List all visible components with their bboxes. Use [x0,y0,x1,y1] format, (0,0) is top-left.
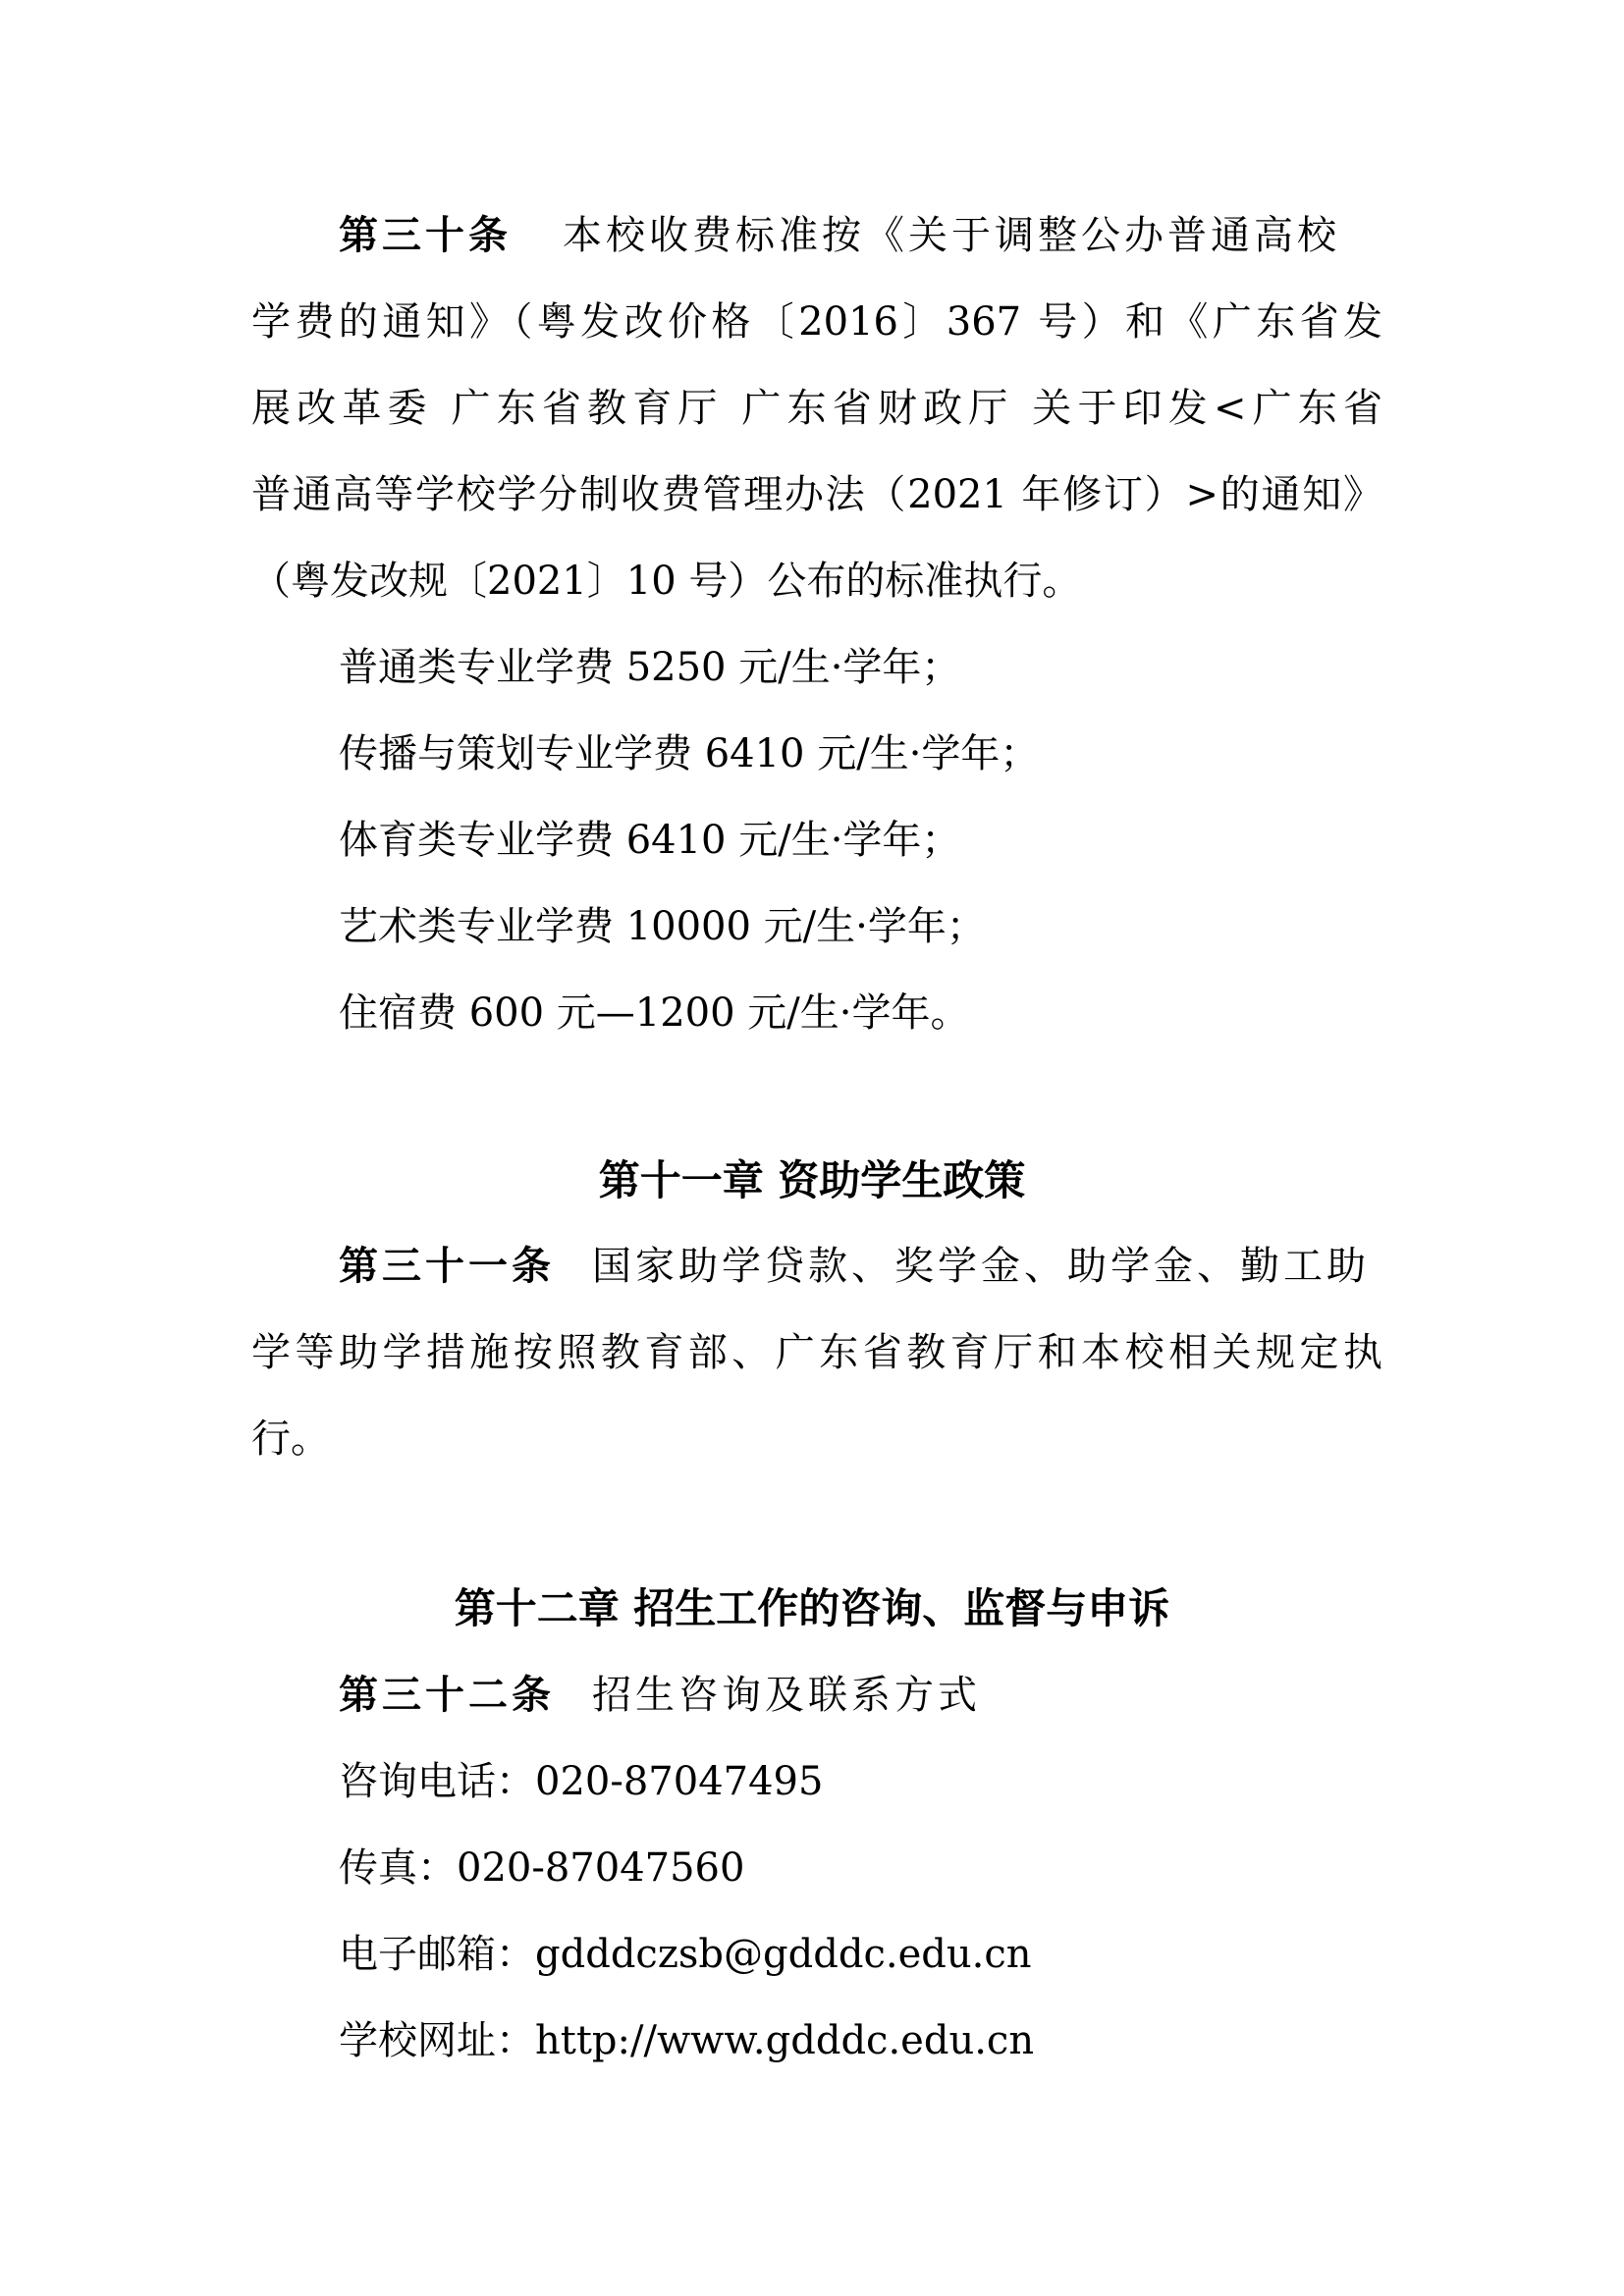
chapter-11-title: 第十一章 资助学生政策 [598,1156,1026,1204]
chapter-12-title: 第十二章 招生工作的咨询、监督与申诉 [454,1584,1170,1632]
article-30-first-line [339,212,1382,259]
article-32-heading [339,1672,981,1719]
article-30-text-line-2: 学费的通知》（粤发改价格〔2016〕367 号）和《广东省发 [251,299,1382,345]
article-30-text-line-3: 展改革委 广东省教育厅 广东省财政厅 关于印发<广东省 [251,386,1382,431]
contact-phone: 咨询电话：020-87047495 [339,1759,824,1804]
article-31-text-line-1: 国家助学贷款、奖学金、助学金、勤工助 [592,1244,1370,1289]
fee-general: 普通类专业学费 5250 元/生·学年； [339,645,961,690]
article-32-label: 第三十二条 [339,1672,555,1718]
fee-communication: 传播与策划专业学费 6410 元/生·学年； [339,731,1040,776]
article-31-text-line-3: 行。 [251,1416,330,1462]
article-31-first-line [339,1243,1382,1290]
article-30-label: 第三十条 [339,212,512,258]
contact-website: 学校网址：http://www.gdddc.edu.cn [339,2018,1035,2063]
contact-email: 电子邮箱：gdddczsb@gdddc.edu.cn [339,1932,1032,1977]
article-32-heading-text: 招生咨询及联系方式 [592,1673,981,1718]
contact-fax: 传真：020-87047560 [339,1845,745,1891]
fee-sports: 体育类专业学费 6410 元/生·学年； [339,818,961,863]
article-30-text-line-4: 普通高等学校学分制收费管理办法（2021 年修订）>的通知》 [251,472,1382,517]
article-30-text-line-1: 本校收费标准按《关于调整公办普通高校 [563,213,1340,258]
article-31-label: 第三十一条 [339,1243,555,1289]
fee-accommodation: 住宿费 600 元—1200 元/生·学年。 [339,990,970,1036]
fee-arts: 艺术类专业学费 10000 元/生·学年； [339,904,986,949]
article-31-text-line-2: 学等助学措施按照教育部、广东省教育厅和本校相关规定执 [251,1330,1382,1375]
article-30-text-line-5: （粤发改规〔2021〕10 号）公布的标准执行。 [251,559,1082,604]
